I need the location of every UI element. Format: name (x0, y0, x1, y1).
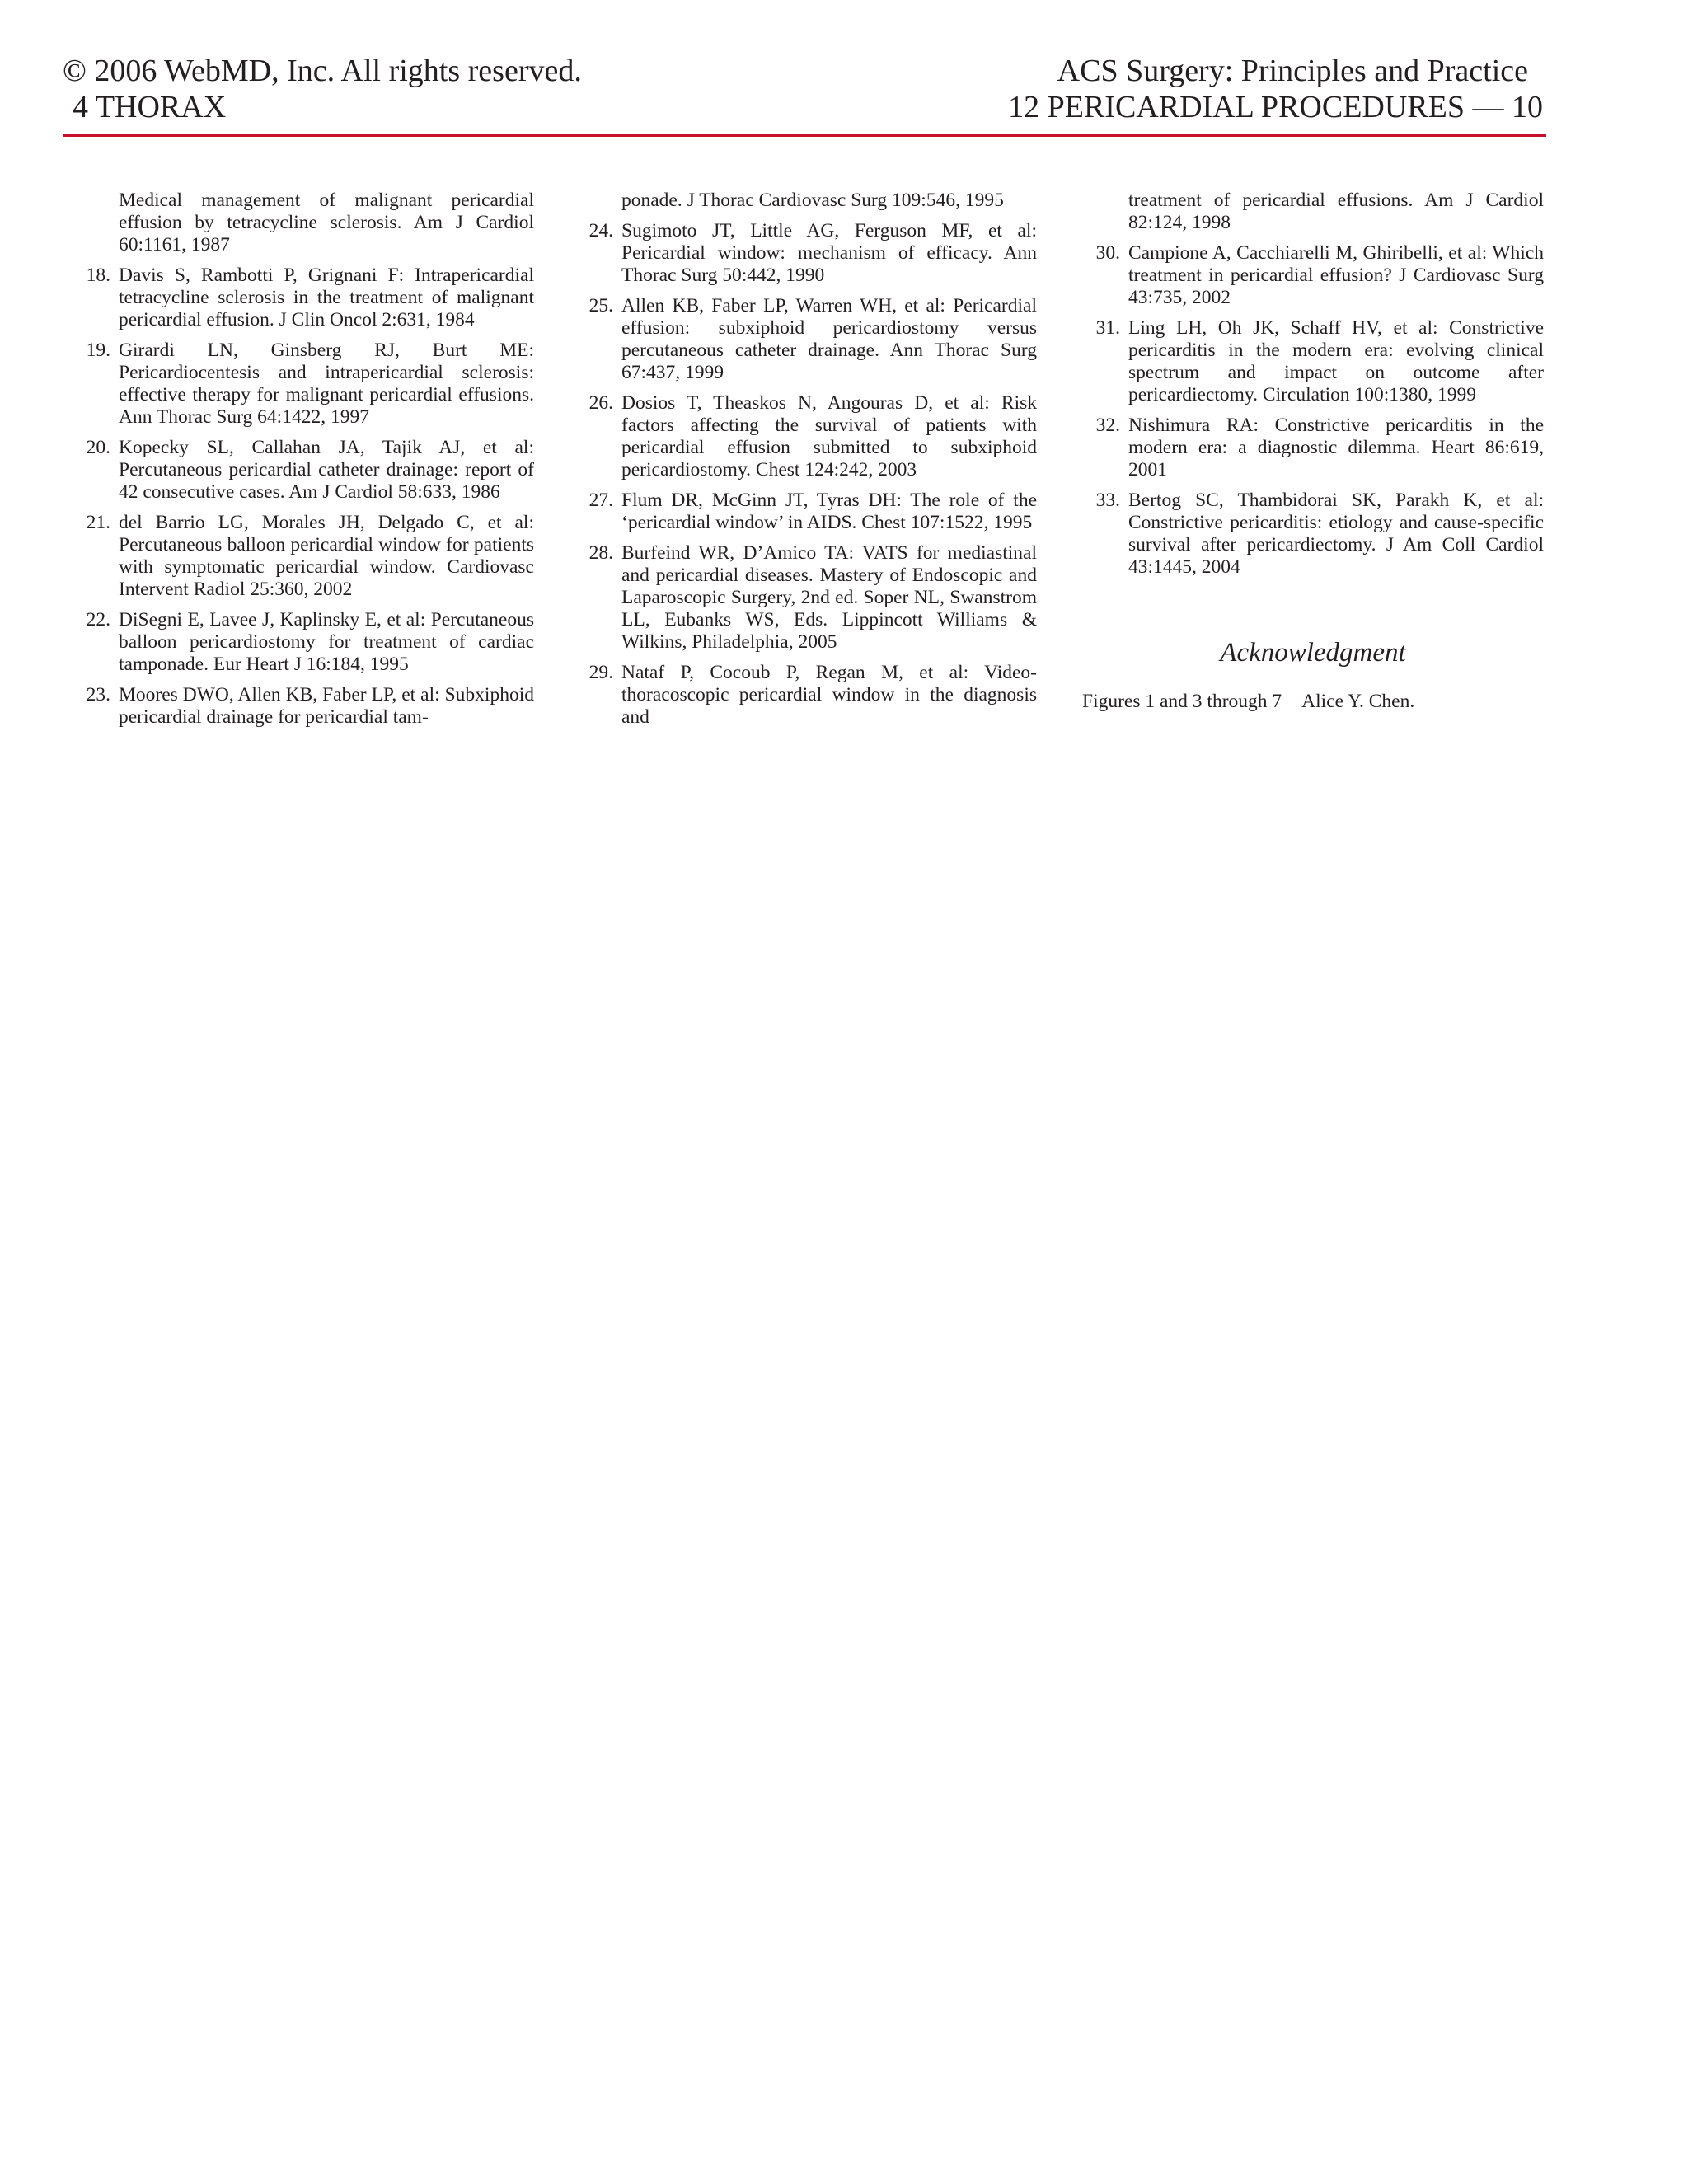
reference-number: 24. (588, 220, 613, 241)
reference-text: Bertog SC, Thambidorai SK, Parakh K, et al: Constrictive pericarditis: etiology and cause-specific survival after pericardiectomy. J Am Coll Cardiol 43:1445, 2004 (1128, 490, 1544, 578)
reference-item (1082, 190, 1544, 234)
reference-item (1082, 490, 1544, 579)
running-header-right (1008, 53, 1543, 125)
reference-item (575, 542, 1037, 654)
reference-number: 32. (1095, 415, 1120, 436)
references-column-3 (1082, 190, 1544, 713)
reference-text: del Barrio LG, Morales JH, Delgado C, et al: Percutaneous balloon pericardial window for patients with symptomatic pericardial window. Cardiovasc Intervent Radiol 25:360, 2002 (119, 512, 534, 600)
reference-number: 27. (588, 490, 613, 511)
reference-text: Nataf P, Cocoub P, Regan M, et al: Video-thoracoscopic pericardial window in the diagnosis and (621, 662, 1037, 728)
acknowledgment-artist: Alice Y. Chen. (1301, 691, 1415, 712)
references-column-2 (575, 190, 1037, 737)
reference-number: 20. (86, 437, 110, 458)
book-title: ACS Surgery: Principles and Practice (1057, 54, 1528, 88)
reference-text: Nishimura RA: Constrictive pericarditis in the modern era: a diagnostic dilemma. Heart 86:619, 2001 (1128, 415, 1544, 480)
reference-item (73, 512, 534, 601)
reference-text: Moores DWO, Allen KB, Faber LP, et al: Subxiphoid pericardial drainage for pericardial tam- (119, 684, 534, 728)
reference-item (575, 190, 1037, 212)
reference-number: 18. (86, 265, 110, 286)
reference-number: 30. (1095, 242, 1120, 264)
reference-item (1082, 317, 1544, 406)
reference-text: Girardi LN, Ginsberg RJ, Burt ME: Pericardiocentesis and intrapericardial sclerosis: effective therapy for malignant pericardial effusions. Ann Thorac Surg 64:1422, 1997 (119, 340, 534, 428)
reference-item (73, 684, 534, 729)
chapter-page-label: 12 PERICARDIAL PROCEDURES — 10 (1008, 90, 1543, 124)
reference-text: Davis S, Rambotti P, Grignani F: Intrapericardial tetracycline sclerosis in the treatment of malignant pericardial effusion. J Clin Oncol 2:631, 1984 (119, 265, 534, 330)
reference-text: Kopecky SL, Callahan JA, Tajik AJ, et al: Percutaneous pericardial catheter drainage: report of 42 consecutive cases. Am J Cardiol 58:633, 1986 (119, 437, 534, 503)
copyright-notice: © 2006 WebMD, Inc. All rights reserved. (63, 54, 582, 88)
reference-number: 29. (588, 662, 613, 683)
section-label: 4 THORAX (73, 90, 227, 124)
reference-text: ponade. J Thorac Cardiovasc Surg 109:546, 1995 (621, 190, 1004, 211)
reference-text: Flum DR, McGinn JT, Tyras DH: The role of the ‘pericardial window’ in AIDS. Chest 107:1522, 1995 (621, 490, 1037, 533)
reference-text: DiSegni E, Lavee J, Kaplinsky E, et al: Percutaneous balloon pericardiostomy for treatment of cardiac tamponade. Eur Heart J 16:184, 1995 (119, 609, 534, 675)
reference-number: 23. (86, 684, 110, 705)
reference-item (73, 190, 534, 256)
reference-number: 22. (86, 609, 110, 630)
reference-text: Medical management of malignant pericardial effusion by tetracycline sclerosis. Am J Cardiol 60:1161, 1987 (119, 190, 534, 255)
reference-item (73, 265, 534, 331)
acknowledgment-text (1082, 691, 1593, 713)
reference-number: 21. (86, 512, 110, 533)
acknowledgment-figures: Figures 1 and 3 through 7 (1082, 691, 1282, 712)
reference-number: 33. (1095, 490, 1120, 511)
reference-number: 28. (588, 542, 613, 564)
reference-text: Campione A, Cacchiarelli M, Ghiribelli, et al: Which treatment in pericardial effusion? J Cardiovasc Surg 43:735, 2002 (1128, 242, 1544, 308)
reference-item (73, 609, 534, 676)
reference-item (575, 392, 1037, 481)
reference-item (575, 295, 1037, 384)
reference-item (1082, 415, 1544, 481)
reference-number: 26. (588, 392, 613, 414)
references-column-1 (73, 190, 534, 737)
running-header-left (63, 53, 582, 125)
reference-text: Ling LH, Oh JK, Schaff HV, et al: Constrictive pericarditis in the modern era: evolving clinical spectrum and impact on outcome after pericardiectomy. Circulation 100:1380, 1999 (1128, 317, 1544, 405)
reference-number: 19. (86, 340, 110, 361)
acknowledgment-heading: Acknowledgment (1220, 638, 1406, 668)
reference-item (73, 340, 534, 429)
reference-text: treatment of pericardial effusions. Am J Cardiol 82:124, 1998 (1128, 190, 1544, 233)
reference-text: Burfeind WR, D’Amico TA: VATS for mediastinal and pericardial diseases. Mastery of Endoscopic and Laparoscopic Surgery, 2nd ed. Soper NL, Swanstrom LL, Eubanks WS, Eds. Lippincott Williams & Wilkins, Philadelphia, 2005 (621, 542, 1037, 653)
reference-text: Dosios T, Theaskos N, Angouras D, et al: Risk factors affecting the survival of patients with pericardial effusion submitted to subxiphoid pericardiostomy. Chest 124:242, 2003 (621, 392, 1037, 480)
reference-item (73, 437, 534, 504)
reference-text: Sugimoto JT, Little AG, Ferguson MF, et al: Pericardial window: mechanism of efficacy. Ann Thorac Surg 50:442, 1990 (621, 220, 1037, 286)
reference-item (575, 490, 1037, 534)
reference-text: Allen KB, Faber LP, Warren WH, et al: Pericardial effusion: subxiphoid pericardiostomy versus percutaneous catheter drainage. Ann Thorac Surg 67:437, 1999 (621, 295, 1037, 383)
header-rule (63, 134, 1546, 137)
reference-item (1082, 242, 1544, 309)
reference-item (575, 662, 1037, 729)
reference-number: 31. (1095, 317, 1120, 339)
reference-number: 25. (588, 295, 613, 316)
reference-item (575, 220, 1037, 287)
